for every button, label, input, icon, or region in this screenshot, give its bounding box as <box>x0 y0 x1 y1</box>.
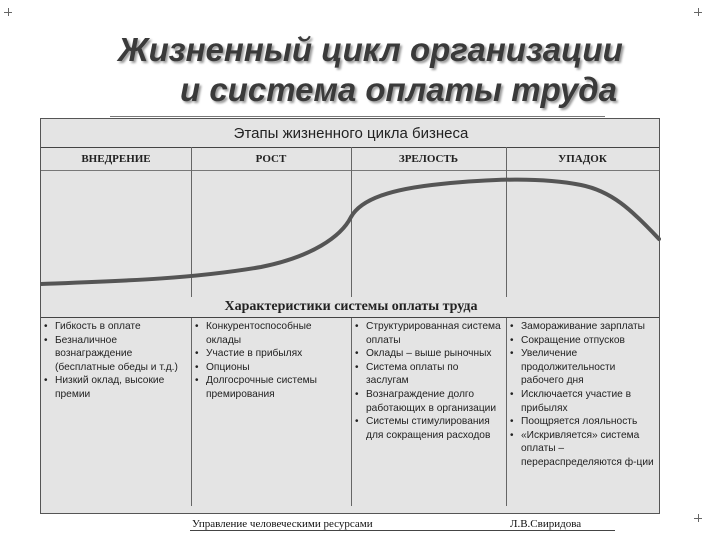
lifecycle-curve-line <box>41 180 659 284</box>
slide-title <box>118 30 638 110</box>
list-item: • Поощряется лояльность <box>510 415 656 429</box>
corner-mark <box>4 12 12 13</box>
list-item: • «Искривляется» система оплаты – перераспределяются ф-ции <box>510 429 656 470</box>
list-item: • Долгосрочные системы премирования <box>195 374 348 401</box>
corner-mark <box>694 518 702 519</box>
list-item: • Оклады – выше рыночных <box>355 347 503 361</box>
list-item: • Сокращение отпусков <box>510 334 656 348</box>
footer-rule <box>190 530 615 531</box>
list-item: • Низкий оклад, высокие премии <box>44 374 188 401</box>
stage-introduction: ВНЕДРЕНИЕ <box>81 153 151 165</box>
list-item: • Вознаграждение долго работающих в организации <box>355 388 503 415</box>
characteristics-heading: Характеристики системы оплаты труда <box>224 299 478 314</box>
list-item: • Системы стимулирования для сокращения расходов <box>355 415 503 442</box>
list-item: • Увеличение продолжительности рабочего дня <box>510 347 656 388</box>
list-item: • Исключается участие в прибылях <box>510 388 656 415</box>
list-item: • Гибкость в оплате <box>44 320 188 334</box>
column-maturity <box>352 318 506 506</box>
corner-mark <box>694 12 702 13</box>
column-growth <box>192 318 351 506</box>
column-decline <box>507 318 659 506</box>
lifecycle-curve <box>41 119 661 319</box>
stage-growth: РОСТ <box>255 153 287 165</box>
stages-heading: Этапы жизненного цикла бизнеса <box>233 125 469 142</box>
list-item: • Безналичное вознаграждение (бесплатные обеды и т.д.) <box>44 334 188 375</box>
title-underline <box>110 116 605 117</box>
column-introduction <box>41 318 191 506</box>
list-item: • Структурированная система оплаты <box>355 320 503 347</box>
list-item: • Конкурентоспособные оклады <box>195 320 348 347</box>
list-item: • Опционы <box>195 361 348 375</box>
footer-course: Управление человеческими ресурсами <box>192 518 373 530</box>
stage-maturity: ЗРЕЛОСТЬ <box>398 153 459 165</box>
list-item: • Система оплаты по заслугам <box>355 361 503 388</box>
stage-decline: УПАДОК <box>558 153 607 165</box>
title-line-2: и система оплаты труда <box>180 71 618 108</box>
lifecycle-diagram <box>40 118 660 514</box>
list-item: • Замораживание зарплаты <box>510 320 656 334</box>
footer-author: Л.В.Свиридова <box>510 518 582 530</box>
list-item: • Участие в прибылях <box>195 347 348 361</box>
title-line-1: Жизненный цикл организации <box>118 31 623 68</box>
